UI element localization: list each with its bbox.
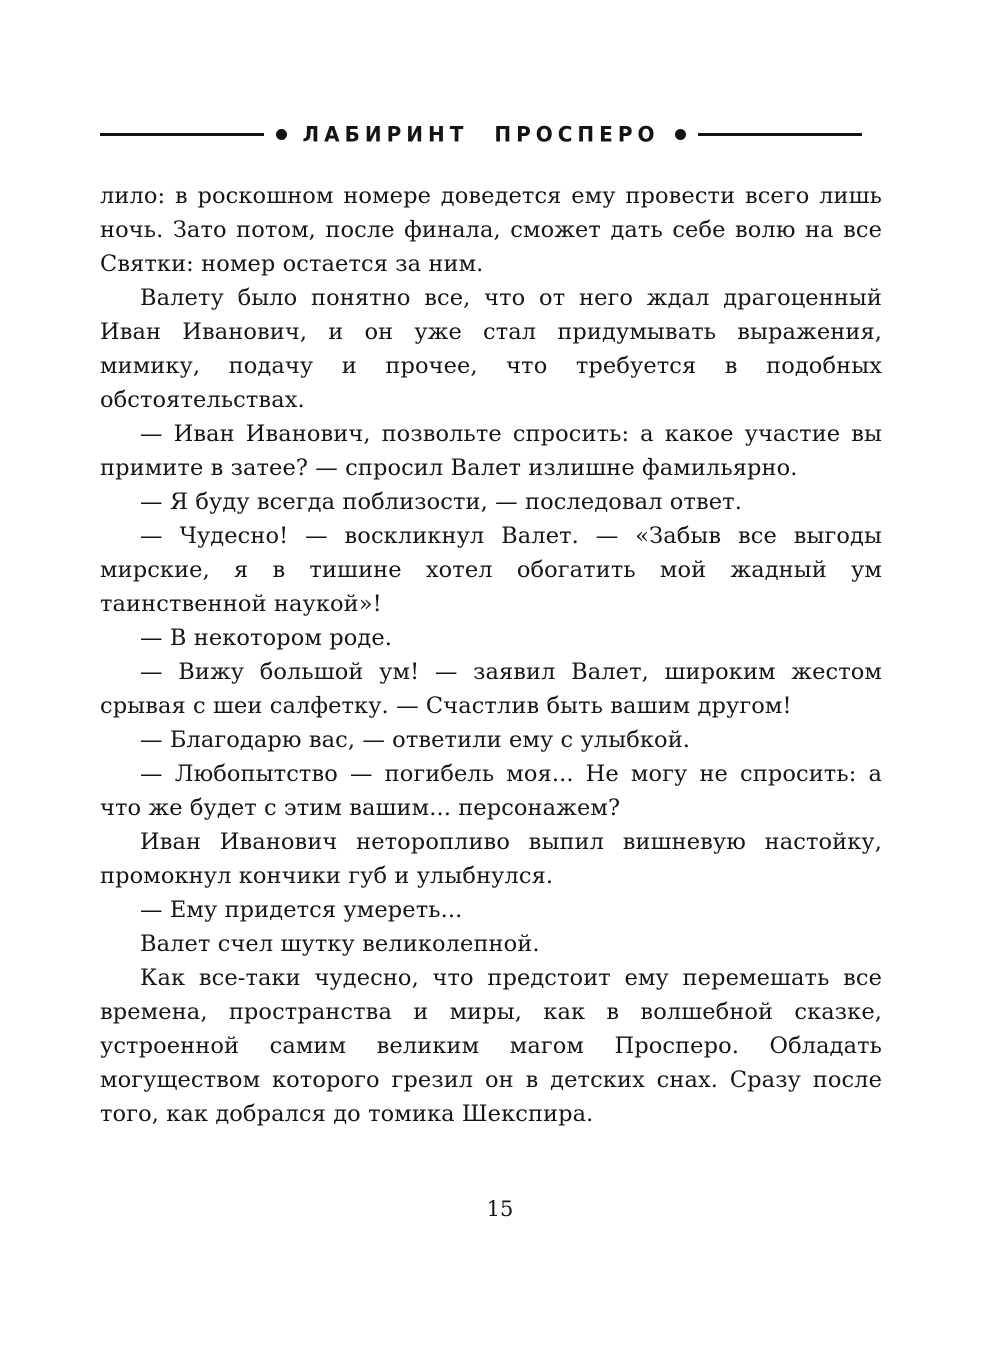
paragraph: Валету было понятно все, что от него ждал драгоценный Иван Иванович, и он уже стал придумывать выражения, мимику, подачу и прочее, что требуется в подобных обстоятельствах.: [100, 285, 882, 413]
paragraph: — Благодарю вас, — ответили ему с улыбкой.: [140, 727, 691, 753]
bullet-dot-icon: [675, 129, 686, 140]
paragraph: — Ему придется умереть...: [140, 897, 463, 923]
paragraph: — Иван Иванович, позвольте спросить: а какое участие вы примите в затее? — спросил Валет излишне фамильярно.: [100, 421, 882, 481]
paragraph: — В некотором роде.: [140, 625, 393, 651]
paragraph: — Любопытство — погибель моя... Не могу не спросить: а что же будет с этим вашим... персонажем?: [100, 761, 882, 821]
body-text: [100, 179, 882, 1131]
header-rule-right: [698, 133, 862, 136]
chapter-header-title: ЛАБИРИНТ ПРОСПЕРО: [302, 121, 660, 147]
paragraph: Валет счел шутку великолепной.: [140, 931, 540, 957]
paragraph: — Чудесно! — воскликнул Валет. — «Забыв все выгоды мирские, я в тишине хотел обогатить мой жадный ум таинственной наукой»!: [100, 523, 882, 617]
header-rule-left: [100, 133, 264, 136]
page-number: 15: [486, 1197, 514, 1221]
running-head: [100, 122, 862, 146]
paragraph: — Я буду всегда поблизости, — последовал ответ.: [140, 489, 742, 515]
paragraph: лило: в роскошном номере доведется ему провести всего лишь ночь. Зато потом, после финала, сможет дать себе волю на все Святки: номер остается за ним.: [100, 183, 882, 277]
paragraph: — Вижу большой ум! — заявил Валет, широким жестом срывая с шеи салфетку. — Счастлив быть вашим другом!: [100, 659, 882, 719]
paragraph: Иван Иванович неторопливо выпил вишневую настойку, промокнул кончики губ и улыбнулся.: [100, 829, 882, 889]
bullet-dot-icon: [276, 129, 287, 140]
paragraph: Как все-таки чудесно, что предстоит ему перемешать все времена, пространства и миры, как в волшебной сказке, устроенной самим великим магом Просперо. Обладать могуществом которого грезил он в детских снах. Сразу после того, как добрался до томика Шекспира.: [100, 965, 882, 1127]
